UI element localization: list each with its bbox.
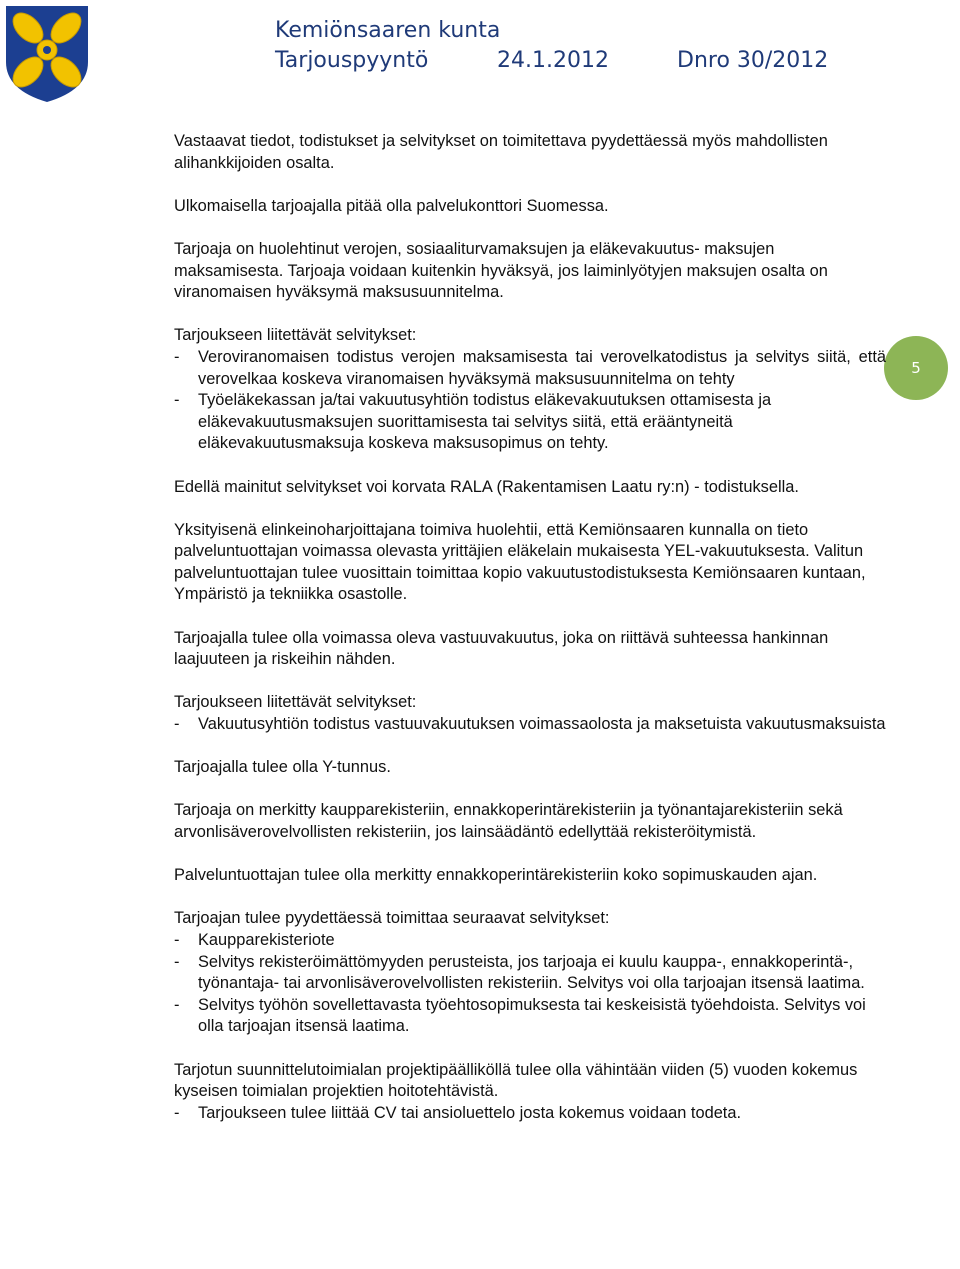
municipal-crest-icon (4, 4, 90, 104)
requirements-list (174, 930, 886, 1038)
paragraph: Tarjoaja on huolehtinut verojen, sosiaaliturvamaksujen ja eläkevakuutus- maksujen maksamisesta. Tarjoaja voidaan kuitenkin hyväksyä, jos laiminlyötyjen maksujen osalta on viranomaisen hyväksymä maksusuunnitelma. (174, 239, 828, 302)
document-body (174, 131, 886, 1124)
list-item: - Vakuutusyhtiön todistus vastuuvakuutuksen voimassaolosta ja maksetuista vakuutusmaksuista (174, 714, 886, 736)
paragraph: Vastaavat tiedot, todistukset ja selvitykset on toimitettava pyydettäessä myös mahdollisten alihankkijoiden osalta. (174, 132, 828, 172)
list-item: - Tarjoukseen tulee liittää CV tai ansioluettelo josta kokemus voidaan todeta. (174, 1103, 886, 1125)
document-type: Tarjouspyyntö (275, 48, 429, 73)
organization-name: Kemiönsaaren kunta (275, 18, 501, 43)
document-date: 24.1.2012 (497, 48, 609, 73)
paragraph: Palveluntuottajan tulee olla merkitty ennakkoperintärekisteriin koko sopimuskauden ajan. (174, 866, 818, 885)
requirements-list (174, 1103, 886, 1125)
paragraph: Ulkomaisella tarjoajalla pitää olla palvelukonttori Suomessa. (174, 196, 609, 215)
paragraph: Tarjoajalla tulee olla Y-tunnus. (174, 758, 391, 777)
paragraph: Edellä mainitut selvitykset voi korvata RALA (Rakentamisen Laatu ry:n) - todistuksella. (174, 477, 799, 496)
list-item: - Kaupparekisteriote (174, 930, 886, 952)
paragraph: Tarjoajalla tulee olla voimassa oleva vastuuvakuutus, joka on riittävä suhteessa hankinnan laajuuteen ja riskeihin nähden. (174, 628, 829, 669)
paragraph: Yksityisenä elinkeinoharjoittajana toimiva huolehtii, että Kemiönsaaren kunnalla on tieto palveluntuottajan voimassa olevasta yrittäjien eläkelain mukaisesta YEL-vakuutuksesta. Valitun palveluntuottajan tulee vuosittain toimittaa kopio vakuutustodistuksesta Kemiönsaaren kuntaan, Ympäristö ja tekniikka osastolle. (174, 520, 866, 604)
document-meta (275, 46, 828, 76)
document-header (275, 16, 828, 76)
list-heading: Tarjoajan tulee pyydettäessä toimittaa seuraavat selvitykset: (174, 909, 610, 928)
list-heading: Tarjoukseen liitettävät selvitykset: (174, 693, 417, 712)
list-item: - Veroviranomaisen todistus verojen maksamisesta tai verovelkatodistus ja selvitys siitä, että verovelkaa koskeva viranomaisen hyväksymä maksusuunnitelma on tehty (174, 347, 886, 390)
list-item: - Selvitys rekisteröimättömyyden perusteista, jos tarjoaja ei kuulu kauppa-, ennakkoperintä-, työnantaja- tai arvonlisäverovelvollisten rekisteriin. Selvitys voi olla tarjoajan itsensä laatima. (174, 952, 886, 995)
paragraph: Tarjotun suunnittelutoimialan projektipäälliköllä tulee olla vähintään viiden (5) vuoden kokemus kyseisen toimialan projektien hoitotehtävistä. (174, 1060, 858, 1101)
paragraph: Tarjoaja on merkitty kaupparekisteriin, ennakkoperintärekisteriin ja työnantajarekisteriin sekä arvonlisäverovelvollisten rekisteriin, jos lainsäädäntö edellyttää rekisteröitymistä. (174, 801, 843, 841)
requirements-list (174, 714, 886, 736)
list-item: - Työeläkekassan ja/tai vakuutusyhtiön todistus eläkevakuutuksen ottamisesta ja eläkevakuutusmaksujen suorittamisesta tai selvitys siitä, että erääntyneitä eläkevakuutusmaksuja koskeva maksusopimus on tehty. (174, 390, 886, 455)
requirements-list (174, 347, 886, 455)
list-item: - Selvitys työhön sovellettavasta työehtosopimuksesta tai keskeisistä työehdoista. Selvitys voi olla tarjoajan itsensä laatima. (174, 995, 886, 1038)
page-number-badge: 5 (884, 336, 948, 400)
document-reference: Dnro 30/2012 (677, 48, 829, 73)
list-heading: Tarjoukseen liitettävät selvitykset: (174, 326, 417, 345)
